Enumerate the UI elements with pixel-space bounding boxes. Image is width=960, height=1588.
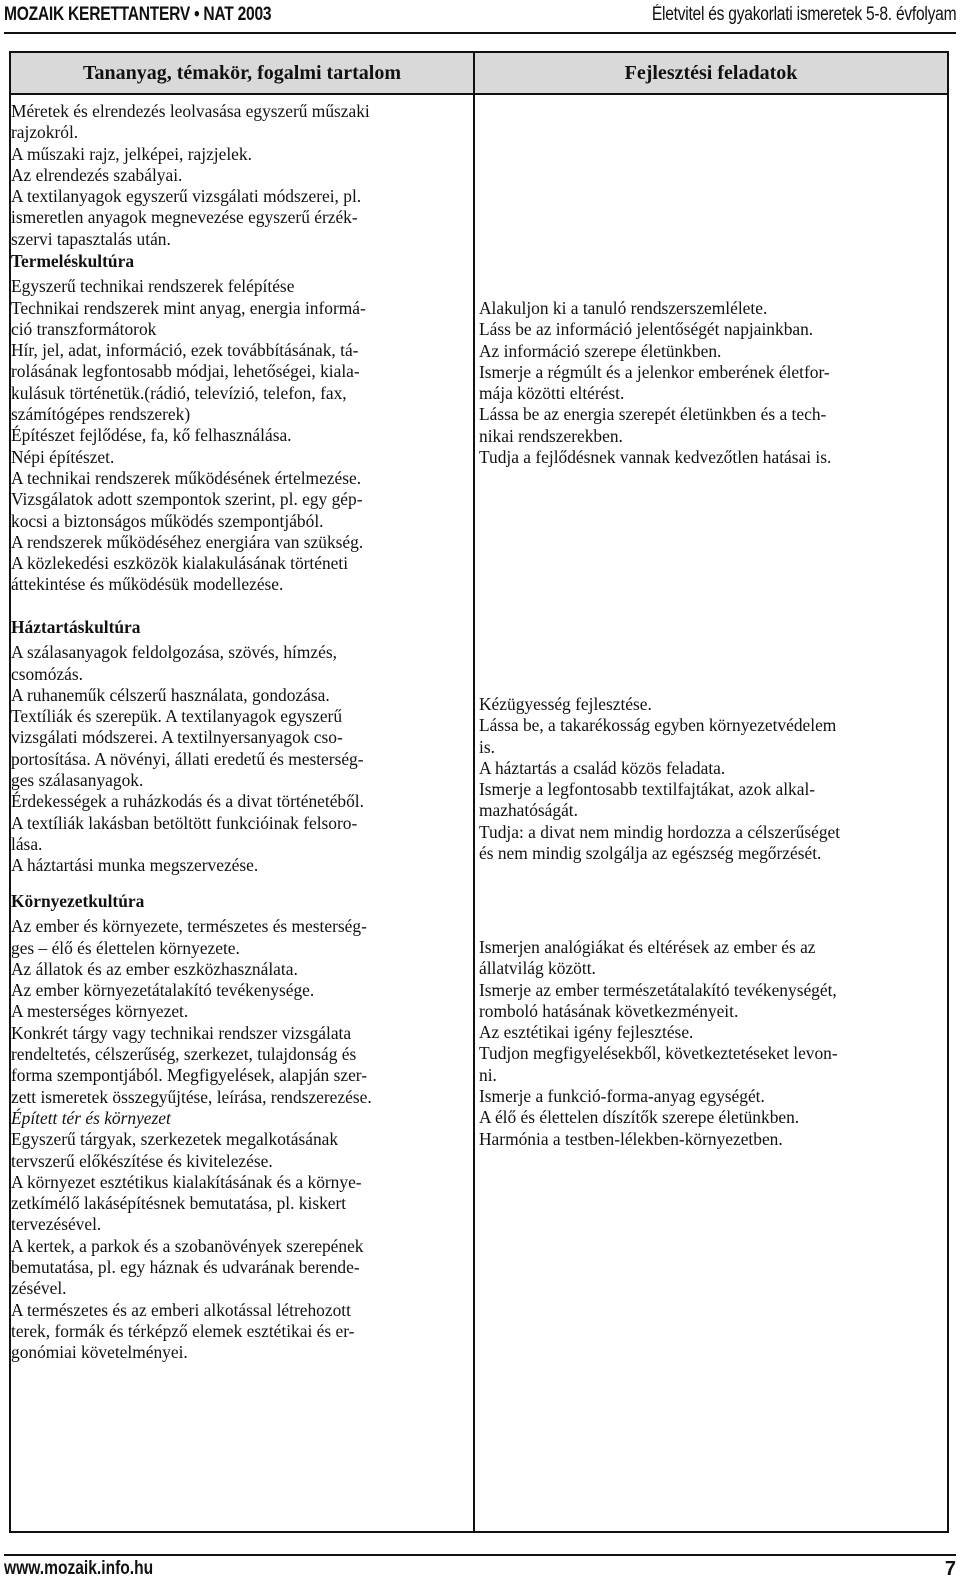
text-line: és nem mindig szolgálja az egészség megőrzését. [479, 843, 822, 864]
text-line: zetkímélő lakásépítésnek bemutatása, pl. kiskert [11, 1193, 347, 1214]
text-line: Méretek és elrendezés leolvasása egyszerű műszaki [11, 101, 370, 121]
haztartas-tasks [479, 694, 840, 864]
header-rule [4, 32, 956, 34]
text-line: A ruhaneműk célszerű használata, gondozása. [11, 684, 330, 705]
text-line: kulásuk történetük.(rádió, televízió, telefon, fax, [11, 382, 347, 403]
text-line: A rendszerek működéséhez energiára van szükség. [11, 531, 364, 552]
text-line: terek, formák és térképző elemek esztétikai és er- [11, 1320, 355, 1341]
subject-title: Életvitel és gyakorlati ismeretek 5-8. évfolyam [651, 4, 956, 25]
text-line: portosítása. A növényi, állati eredetű és mesterség- [11, 748, 364, 769]
text-line: is. [479, 736, 495, 757]
text-line: Ismerje a régmúlt és a jelenkor emberének életfor- [479, 361, 830, 382]
footer-rule [4, 1554, 956, 1556]
text-line: mája közötti eltérést. [479, 383, 625, 404]
section-heading: Háztartáskultúra [11, 617, 141, 637]
text-line: A természetes és az emberi alkotással létrehozott [11, 1299, 351, 1320]
text-line: Lássa be, a takarékosság egyben környezetvédelem [479, 715, 837, 736]
text-line: A textilanyagok egyszerű vizsgálati módszerei, pl. [11, 186, 362, 207]
text-line: Ismerjen analógiákat és eltérések az ember és az [479, 937, 816, 957]
text-line: Az esztétikai igény fejlesztése. [479, 1022, 694, 1043]
text-line: Textíliák és szerepük. A textilanyagok egyszerű [11, 706, 343, 727]
text-line: Érdekességek a ruházkodás és a divat történetéből. [11, 791, 364, 812]
text-line: Láss be az információ jelentőségét napjainkban. [479, 319, 814, 340]
text-line: állatvilág között. [479, 958, 596, 979]
text-line: lása. [11, 833, 43, 854]
text-line: vizsgálati módszerei. A textilnyersanyagok cso- [11, 727, 343, 748]
text-line: Népi építészet. [11, 446, 115, 467]
curriculum-table [9, 51, 949, 1533]
text-line: nikai rendszerekben. [479, 425, 623, 446]
text-line: Tudja: a divat nem mindig hordozza a célszerűséget [479, 821, 841, 842]
text-line: Építészet fejlődése, fa, kő felhasználása. [11, 425, 292, 446]
text-line: tervszerű előkészítése és kivitelezése. [11, 1150, 273, 1171]
text-line: Technikai rendszerek mint anyag, energia informá- [11, 297, 366, 318]
text-line: A környezet esztétikus kialakításának és a környe- [11, 1171, 362, 1192]
text-line: zésével. [11, 1278, 67, 1299]
text-line: Hír, jel, adat, információ, ezek továbbításának, tá- [11, 340, 359, 361]
text-line: ges – élő és élettelen környezete. [11, 937, 240, 958]
section-heading: Termeléskultúra [11, 251, 135, 271]
section-subheading: Épített tér és környezet [11, 1107, 171, 1128]
kornyezet-tasks [479, 937, 838, 1150]
text-line: A szálasanyagok feldolgozása, szövés, hímzés, [11, 642, 337, 663]
text-line: Ismerje a funkció-forma-anyag egységét. [479, 1086, 765, 1107]
text-line: A háztartás a család közös feladata. [479, 757, 726, 778]
text-line: A háztartási munka megszervezése. [11, 855, 259, 876]
text-line: A élő és élettelen díszítők szerepe életünkben. [479, 1107, 800, 1128]
text-line: romboló hatásának következményeit. [479, 1000, 739, 1021]
section-heading: Környezetkultúra [11, 891, 145, 911]
table-header-row [11, 53, 947, 95]
text-line: tervezésével. [11, 1214, 102, 1235]
termeles-tasks [479, 298, 831, 468]
text-line: Egyszerű tárgyak, szerkezetek megalkotásának [11, 1129, 339, 1150]
brand-title: MOZAIK KERETTANTERV • NAT 2003 [4, 4, 272, 25]
page-footer [4, 1554, 956, 1580]
text-line: Tudjon megfigyelésekből, következtetéseket levon- [479, 1043, 838, 1064]
text-line: A textíliák lakásban betöltött funkcióinak felsoro- [11, 812, 358, 833]
text-line: Az ember és környezete, természetes és mesterség- [11, 916, 367, 937]
intro-block [11, 101, 370, 250]
text-line: csomózás. [11, 663, 83, 684]
text-line: ges szálasanyagok. [11, 770, 144, 791]
column-divider [473, 53, 475, 1531]
text-line: A kertek, a parkok és a szobanövények szerepének [11, 1235, 364, 1256]
text-line: Az állatok és az ember eszközhasználata. [11, 958, 298, 979]
text-line: Kézügyesség fejlesztése. [479, 694, 652, 714]
text-line: A közlekedési eszközök kialakulásának történeti [11, 553, 349, 574]
text-line: forma szempontjából. Megfigyelések, alapján szer- [11, 1065, 368, 1086]
text-line: rendeltetés, célszerűség, szerkezet, tulajdonság és [11, 1044, 357, 1065]
text-line: Ismerje a legfontosabb textilfajtákat, azok alkal- [479, 779, 816, 800]
text-line: Lássa be az energia szerepét életünkben és a tech- [479, 404, 827, 425]
text-line: szervi tapasztalás után. [11, 228, 171, 249]
text-line: A mesterséges környezet. [11, 1001, 189, 1022]
text-line: A műszaki rajz, jelképei, rajzjelek. [11, 143, 252, 164]
text-line: ció transzformátorok [11, 318, 157, 339]
text-line: mazhatóságát. [479, 800, 578, 821]
kornyezet-block [11, 891, 372, 1364]
text-line: Alakuljon ki a tanuló rendszerszemlélete. [479, 298, 768, 318]
column-header-tasks: Fejlesztési feladatok [624, 62, 798, 84]
text-line: ni. [479, 1064, 497, 1085]
text-line: ismeretlen anyagok megnevezése egyszerű érzék- [11, 207, 358, 228]
text-line: Egyszerű technikai rendszerek felépítése [11, 276, 295, 297]
haztartas-block [11, 617, 364, 877]
termeles-block [11, 251, 366, 596]
text-line: Konkrét tárgy vagy technikai rendszer vizsgálata [11, 1022, 352, 1043]
text-line: rolásának legfontosabb módjai, lehetőségei, kiala- [11, 361, 360, 382]
site-url: www.mozaik.info.hu [4, 1558, 154, 1579]
text-line: Az ember környezetátalakító tevékenysége. [11, 980, 315, 1001]
text-line: Harmónia a testben-lélekben-környezetben. [479, 1128, 783, 1149]
page-header [0, 0, 960, 40]
column-header-content: Tananyag, témakör, fogalmi tartalom [83, 62, 401, 84]
text-line: számítógépes rendszerek) [11, 404, 191, 425]
page-number: 7 [944, 1558, 956, 1580]
text-line: áttekintése és működésük modellezése. [11, 574, 284, 595]
text-line: Az elrendezés szabályai. [11, 164, 183, 185]
text-line: zett ismeretek összegyűjtése, leírása, rendszerezése. [11, 1086, 372, 1107]
text-line: gonómiai követelményei. [11, 1342, 188, 1363]
text-line: Az információ szerepe életünkben. [479, 340, 722, 361]
text-line: A technikai rendszerek működésének értelmezése. [11, 467, 362, 488]
text-line: bemutatása, pl. egy háznak és udvarának berende- [11, 1257, 360, 1278]
text-line: rajzokról. [11, 122, 79, 143]
text-line: kocsi a biztonságos működés szempontjából. [11, 510, 324, 531]
text-line: Vizsgálatok adott szempontok szerint, pl. egy gép- [11, 489, 363, 510]
text-line: Ismerje az ember természetátalakító tevékenységét, [479, 979, 837, 1000]
text-line: Tudja a fejlődésnek vannak kedvezőtlen hatásai is. [479, 447, 832, 468]
